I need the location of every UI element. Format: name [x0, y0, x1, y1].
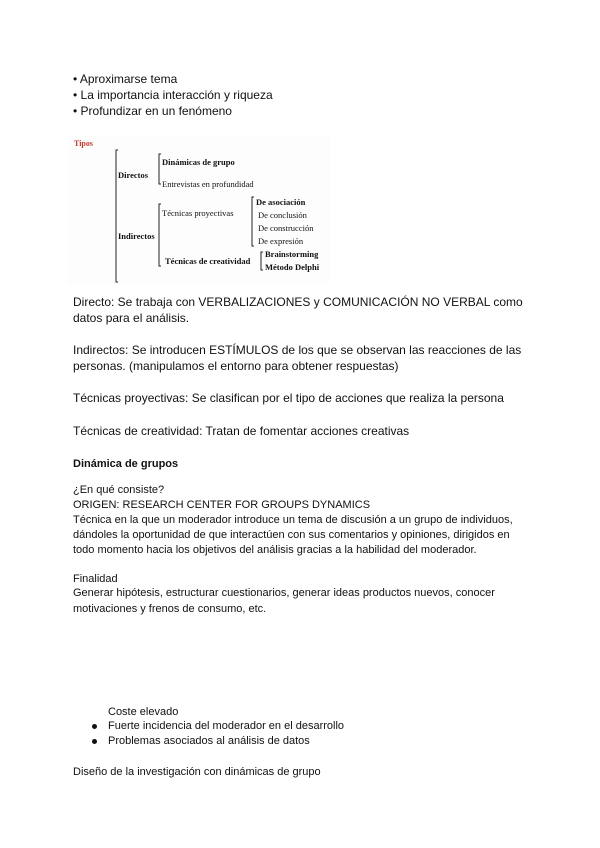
description-line: todo momento hacia los objetivos del análisis gracias a la habilidad del moderador. [73, 544, 477, 556]
label-dinamicas: Dinámicas de grupo [162, 157, 235, 167]
creatividad-text: Técnicas de creatividad: Tratan de fomentar acciones creativas [73, 424, 410, 438]
label-directos: Directos [118, 170, 149, 180]
proyectivas-text: Técnicas proyectivas: Se clasifican por el tipo de acciones que realiza la persona [73, 391, 504, 405]
proyectivas-bracket [252, 197, 254, 246]
label-entrevistas: Entrevistas en profundidad [162, 179, 254, 189]
section-heading: Dinámica de grupos [73, 458, 179, 470]
bullet-icon [92, 739, 97, 744]
bullet-icon [92, 724, 97, 729]
finalidad-text-cont: motivaciones y frenos de consumo, etc. [73, 603, 267, 615]
label-delphi: Método Delphi [265, 262, 320, 272]
label-indirectos: Indirectos [118, 231, 155, 241]
label-conclusion: De conclusión [258, 210, 307, 220]
indirectos-text-cont: personas. (manipulamos el entorno para obtener respuestas) [73, 359, 399, 373]
description-line: Técnica en la que un moderador introduce un tema de discusión a un grupo de individuos, [73, 514, 513, 526]
creatividad-bracket [261, 252, 263, 270]
finalidad-text: Generar hipótesis, estructurar cuestionarios, generar ideas productos nuevos, conocer [73, 587, 495, 599]
intro-bullet: • Aproximarse tema [73, 72, 178, 86]
drawback-first: Coste elevado [108, 706, 179, 718]
label-asociacion: De asociación [256, 197, 306, 207]
intro-bullet: • La importancia interacción y riqueza [73, 88, 273, 102]
indirectos-bracket [159, 204, 161, 266]
label-expresion: De expresión [258, 236, 304, 246]
drawback-item: Problemas asociados al análisis de datos [108, 735, 310, 747]
finalidad-label: Finalidad [73, 573, 118, 585]
label-construccion: De construcción [258, 223, 314, 233]
directo-text: Directo: Se trabaja con VERBALIZACIONES y COMUNICACIÓN NO VERBAL como [73, 295, 523, 309]
directo-text-cont: datos para el análisis. [73, 311, 190, 325]
description-line: dándoles la oportunidad de que interactúen con sus comentarios y opiniones, dirigidos en [73, 529, 510, 541]
drawback-item: Fuerte incidencia del moderador en el desarrollo [108, 720, 345, 732]
label-proyectivas: Técnicas proyectivas [162, 208, 234, 218]
origen-text: ORIGEN: RESEARCH CENTER FOR GROUPS DYNAMICS [73, 499, 371, 511]
label-creatividad: Técnicas de creatividad [165, 256, 251, 266]
intro-bullet: • Profundizar en un fenómeno [73, 104, 232, 118]
diagram-title: Tipos [74, 139, 93, 148]
design-heading: Diseño de la investigación con dinámicas de grupo [73, 766, 321, 778]
directos-bracket [159, 154, 161, 184]
question-text: ¿En qué consiste? [73, 484, 165, 496]
tipos-diagram [68, 136, 330, 284]
indirectos-text: Indirectos: Se introducen ESTÍMULOS de los que se observan las reacciones de las [73, 343, 522, 357]
label-brainstorming: Brainstorming [265, 249, 319, 259]
